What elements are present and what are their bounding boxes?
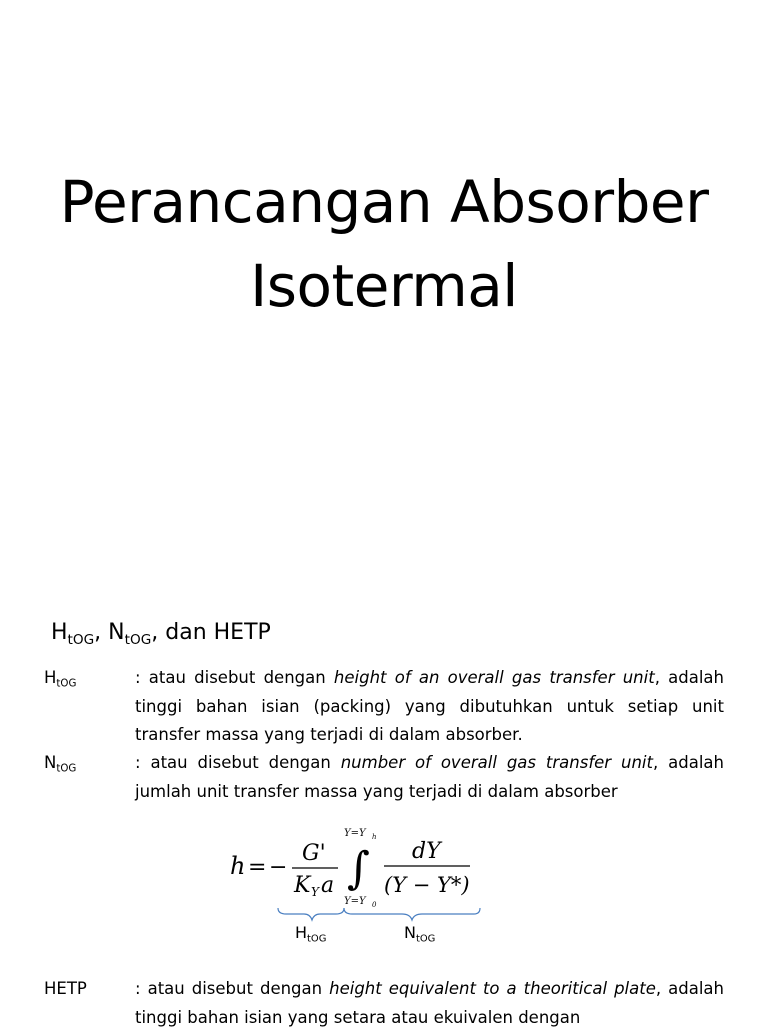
formula-minus: − xyxy=(269,855,288,880)
title-line-2: Isotermal xyxy=(250,252,518,320)
term-htog-main: H xyxy=(44,668,57,687)
formula-den-a: a xyxy=(321,873,335,898)
formula-lower-sub: 0 xyxy=(372,901,377,909)
brace-label-htog-sub: tOG xyxy=(307,933,327,945)
slide-title xyxy=(0,160,768,328)
formula-dden: (Y − Y*) xyxy=(384,873,470,897)
brace-label-htog-main: H xyxy=(295,923,308,942)
def-htog-post: , adalah tinggi bahan isian (packing) yang dibutuhkan untuk setiap unit transfer massa yang terjadi di dalam absorber. xyxy=(135,668,724,744)
brace-label-ntog-main: N xyxy=(404,923,416,942)
content-slide xyxy=(0,590,768,1027)
formula-integral: ∫ xyxy=(347,843,370,894)
heading-sep: , xyxy=(94,620,109,645)
heading-rest: , dan HETP xyxy=(151,620,271,645)
formula-lower-limit: Y=Y xyxy=(344,896,366,907)
term-hetp-main: HETP xyxy=(44,979,87,998)
term-htog-sub: tOG xyxy=(56,678,77,690)
formula-den-ksub: Y xyxy=(311,885,319,899)
heading-n-sub: tOG xyxy=(124,631,152,648)
formula-upper-limit: Y=Y xyxy=(344,828,366,839)
title-line-1: Perancangan Absorber xyxy=(59,168,709,236)
def-hetp-em: height equivalent to a theoritical plate xyxy=(329,979,656,998)
def-hetp-post: , adalah tinggi bahan isian yang setara atau ekuivalen dengan xyxy=(135,979,724,1027)
def-ntog-em: number of overall gas transfer unit xyxy=(340,753,653,772)
term-ntog-sub: tOG xyxy=(56,763,77,775)
formula-lhs: h xyxy=(230,852,246,880)
def-hetp-pre: : atau disebut dengan xyxy=(135,979,330,998)
def-ntog-pre: : atau disebut dengan xyxy=(135,753,341,772)
heading-h-sub: tOG xyxy=(67,631,95,648)
brace-htog xyxy=(278,908,344,920)
formula-den-k: K xyxy=(294,873,311,898)
definition-hetp xyxy=(135,975,724,1032)
brace-label-ntog xyxy=(404,923,435,943)
heading-h: H xyxy=(51,620,68,645)
term-htog xyxy=(44,664,76,692)
heading-n: N xyxy=(108,620,125,645)
htog-ntog-formula xyxy=(226,828,486,958)
brace-label-ntog-sub: tOG xyxy=(415,933,436,945)
definition-htog xyxy=(135,664,724,750)
term-ntog-main: N xyxy=(44,753,57,772)
term-ntog xyxy=(44,749,76,777)
formula-eq: = xyxy=(248,855,267,880)
brace-label-htog xyxy=(295,923,326,943)
section-heading xyxy=(51,618,271,648)
formula-upper-sub: h xyxy=(372,833,377,841)
brace-ntog xyxy=(344,908,480,920)
term-hetp xyxy=(44,975,87,1003)
formula-numerator: G' xyxy=(302,841,326,866)
definition-ntog xyxy=(135,749,724,806)
formula-svg xyxy=(226,828,486,958)
formula-dnum: dY xyxy=(412,839,441,864)
def-htog-em: height of an overall gas transfer unit xyxy=(333,668,655,687)
def-htog-pre: : atau disebut dengan xyxy=(135,668,334,687)
def-ntog-post: , adalah jumlah unit transfer massa yang terjadi di dalam absorber xyxy=(135,753,724,801)
